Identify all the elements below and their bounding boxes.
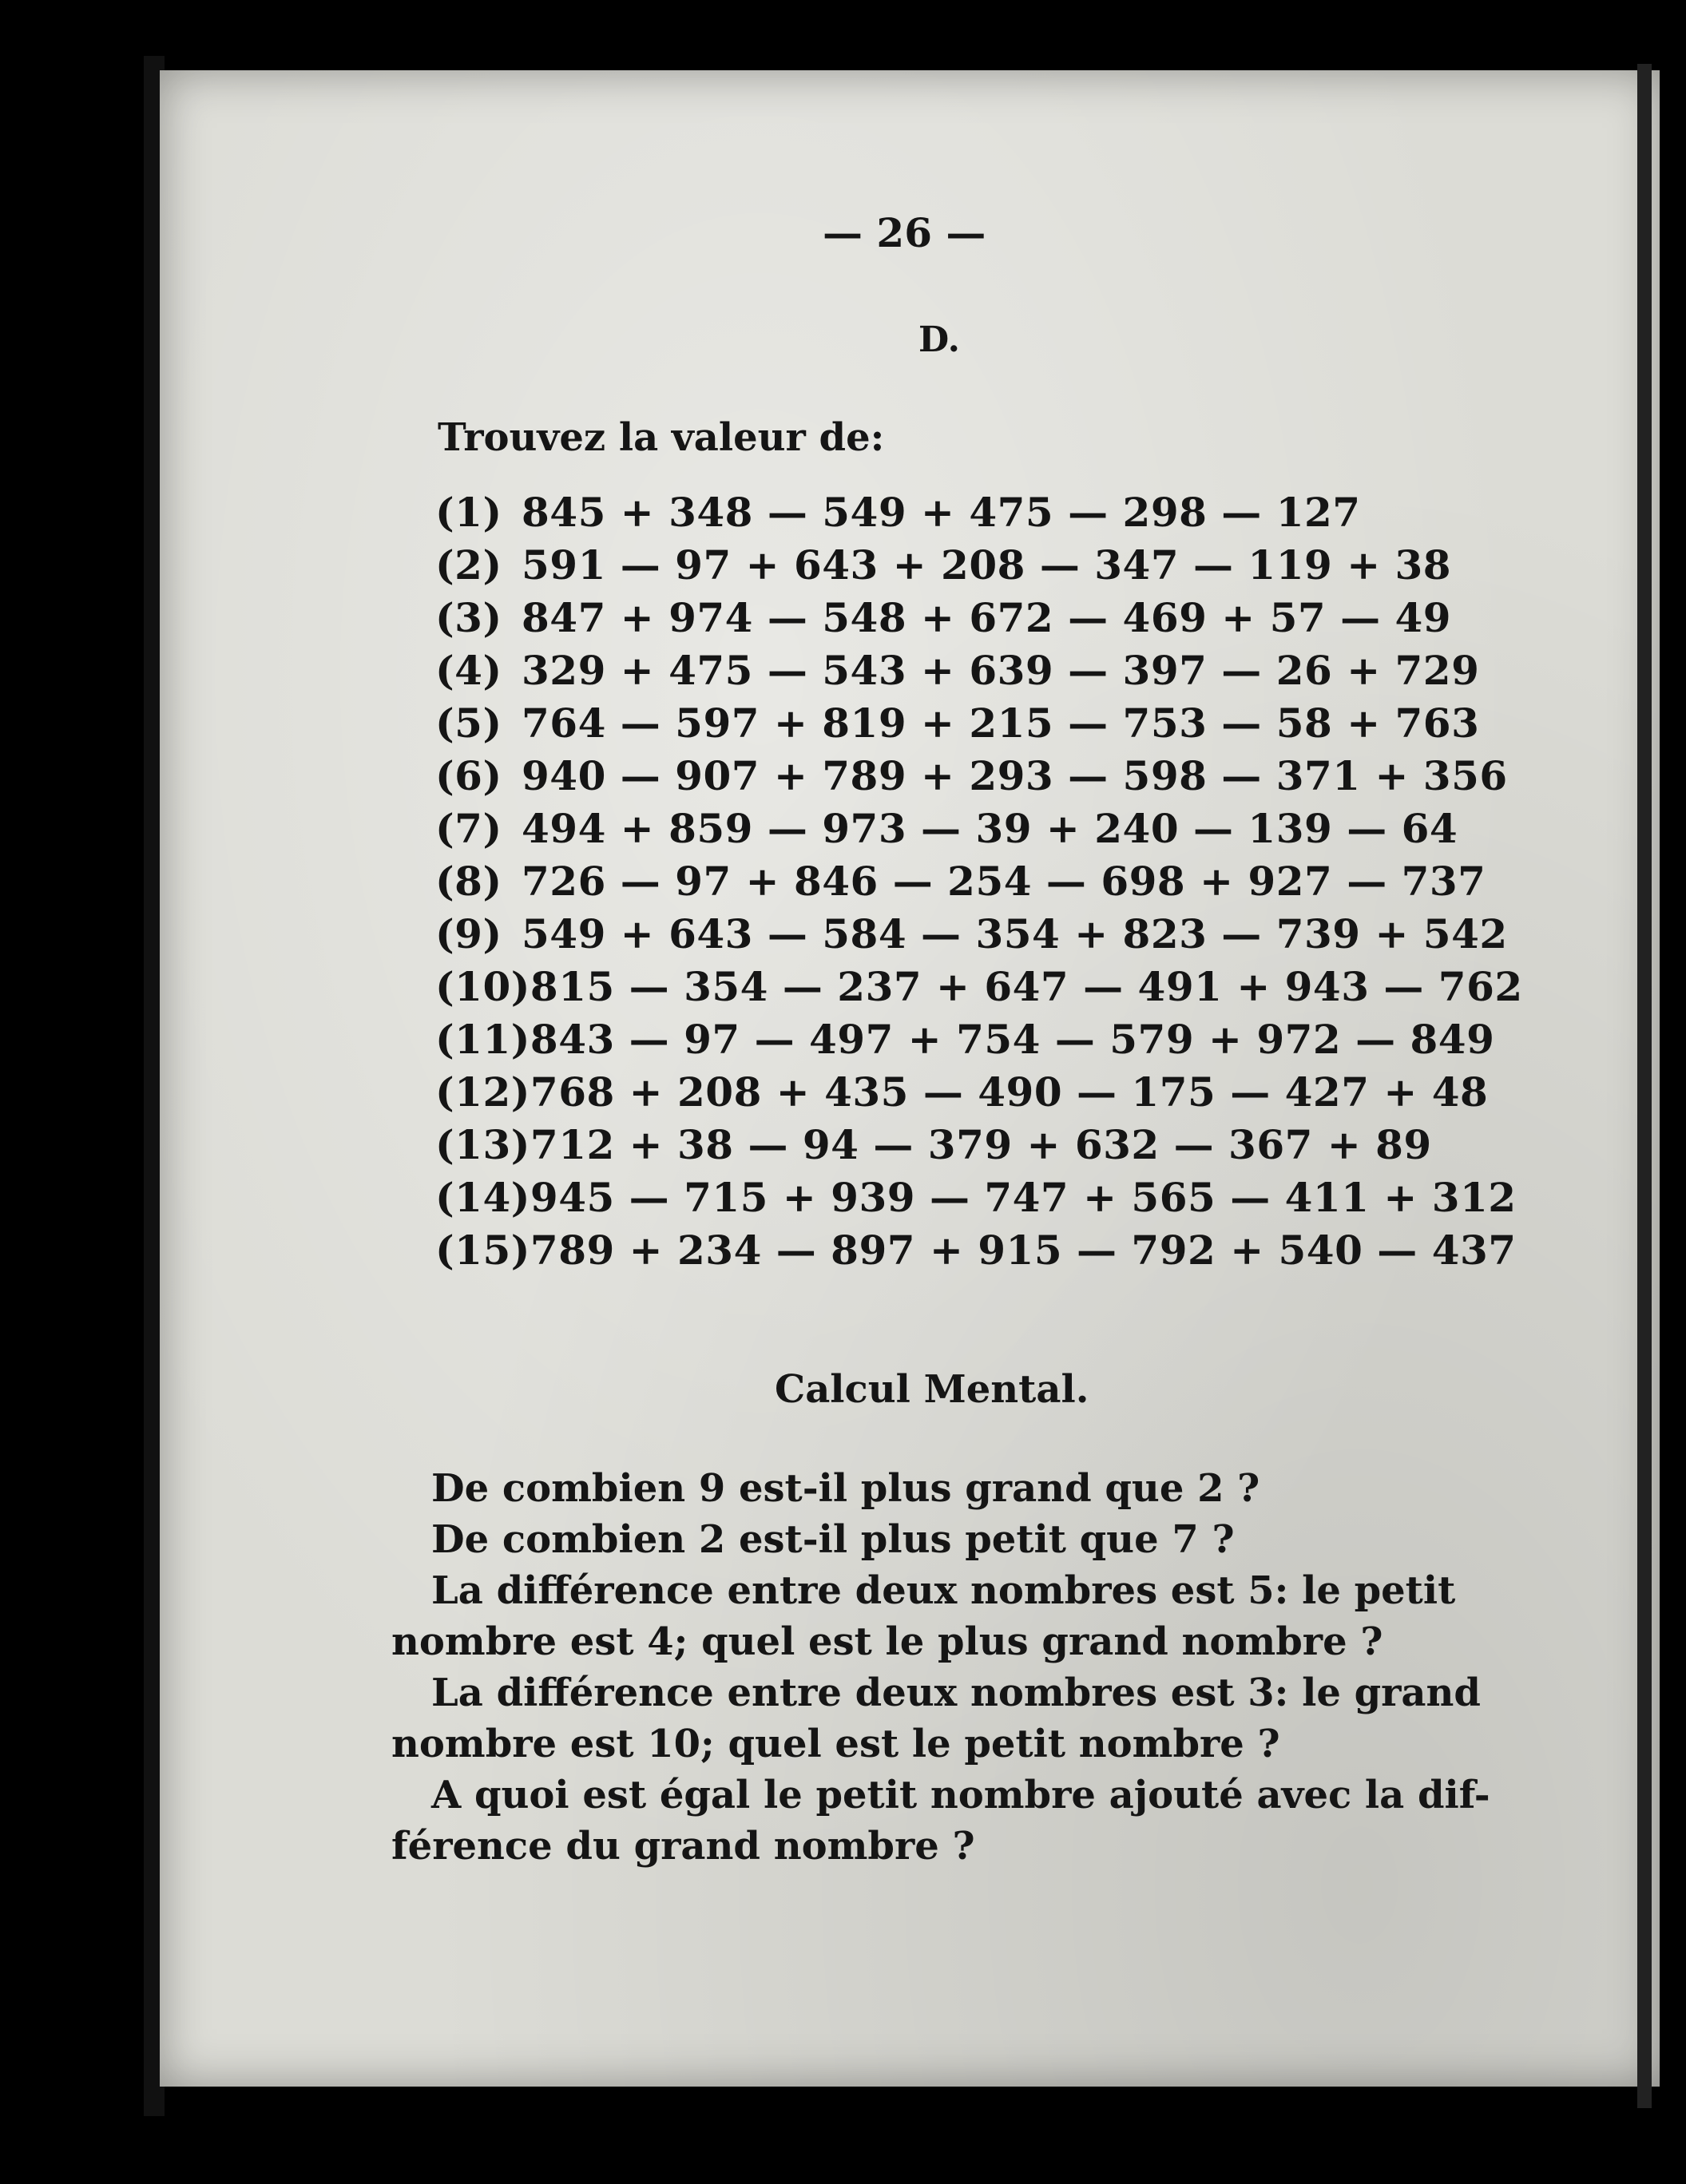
exercise-row: [435, 805, 1458, 852]
question-line: La différence entre deux nombres est 5: le petit: [431, 1568, 1456, 1613]
exercise-expression: 815 — 354 — 237 + 647 — 491 + 943 — 762: [530, 963, 1523, 1010]
exercise-row: [435, 594, 1451, 641]
exercise-expression: 940 — 907 + 789 + 293 — 598 — 371 + 356: [522, 752, 1508, 799]
question-line: nombre est 10; quel est le petit nombre ?: [391, 1722, 1280, 1766]
question-line: férence du grand nombre ?: [391, 1824, 975, 1869]
exercise-number: (3): [435, 594, 502, 641]
exercise-row: [435, 963, 1523, 1010]
page-number: — 26 —: [823, 209, 986, 256]
question-line: De combien 2 est-il plus petit que 7 ?: [431, 1517, 1235, 1562]
exercise-expression: 494 + 859 — 973 — 39 + 240 — 139 — 64: [522, 805, 1458, 852]
exercise-number: (10): [435, 963, 530, 1010]
exercise-expression: 329 + 475 — 543 + 639 — 397 — 26 + 729: [522, 647, 1480, 694]
exercise-number: (1): [435, 489, 502, 536]
exercise-number: (4): [435, 647, 502, 694]
exercise-row: [435, 1121, 1432, 1168]
exercise-expression: 847 + 974 — 548 + 672 — 469 + 57 — 49: [522, 594, 1452, 641]
exercise-expression: 768 + 208 + 435 — 490 — 175 — 427 + 48: [530, 1068, 1489, 1116]
exercise-number: (11): [435, 1016, 530, 1063]
exercise-row: [435, 858, 1486, 905]
exercise-row: [435, 700, 1479, 747]
exercise-number: (2): [435, 541, 502, 589]
exercise-number: (7): [435, 805, 502, 852]
exercise-expression: 712 + 38 — 94 — 379 + 632 — 367 + 89: [530, 1121, 1432, 1168]
exercise-number: (6): [435, 752, 502, 799]
mental-calculation-heading: Calcul Mental.: [775, 1367, 1089, 1412]
question-line: nombre est 4; quel est le plus grand nombre ?: [391, 1619, 1383, 1664]
exercise-row: [435, 541, 1451, 589]
exercise-expression: 549 + 643 — 584 — 354 + 823 — 739 + 542: [522, 910, 1508, 957]
exercise-row: [435, 647, 1479, 694]
exercise-expression: 726 — 97 + 846 — 254 — 698 + 927 — 737: [522, 858, 1486, 905]
exercise-row: [435, 1174, 1517, 1221]
question-line: La différence entre deux nombres est 3: le grand: [431, 1671, 1481, 1715]
exercise-expression: 789 + 234 — 897 + 915 — 792 + 540 — 437: [530, 1227, 1517, 1274]
exercise-expression: 845 + 348 — 549 + 475 — 298 — 127: [522, 489, 1361, 536]
right-binding-shadow: [1637, 64, 1652, 2108]
exercise-number: (9): [435, 910, 502, 957]
section-letter: D.: [918, 319, 960, 360]
exercise-number: (14): [435, 1174, 530, 1221]
exercise-row: [435, 1068, 1488, 1116]
exercise-row: [435, 489, 1361, 536]
exercise-expression: 764 — 597 + 819 + 215 — 753 — 58 + 763: [522, 700, 1480, 747]
exercise-number: (12): [435, 1068, 530, 1116]
exercise-expression: 945 — 715 + 939 — 747 + 565 — 411 + 312: [530, 1174, 1517, 1221]
exercise-number: (15): [435, 1227, 530, 1274]
exercise-row: [435, 1227, 1517, 1274]
exercise-instruction: Trouvez la valeur de:: [438, 415, 885, 460]
exercise-number: (5): [435, 700, 502, 747]
question-line: A quoi est égal le petit nombre ajouté avec la dif-: [431, 1773, 1490, 1817]
exercise-expression: 591 — 97 + 643 + 208 — 347 — 119 + 38: [522, 541, 1452, 589]
exercise-row: [435, 910, 1508, 957]
question-line: De combien 9 est-il plus grand que 2 ?: [431, 1466, 1260, 1511]
exercise-number: (13): [435, 1121, 530, 1168]
exercise-expression: 843 — 97 — 497 + 754 — 579 + 972 — 849: [530, 1016, 1495, 1063]
exercise-row: [435, 1016, 1494, 1063]
exercise-row: [435, 752, 1508, 799]
exercise-number: (8): [435, 858, 502, 905]
